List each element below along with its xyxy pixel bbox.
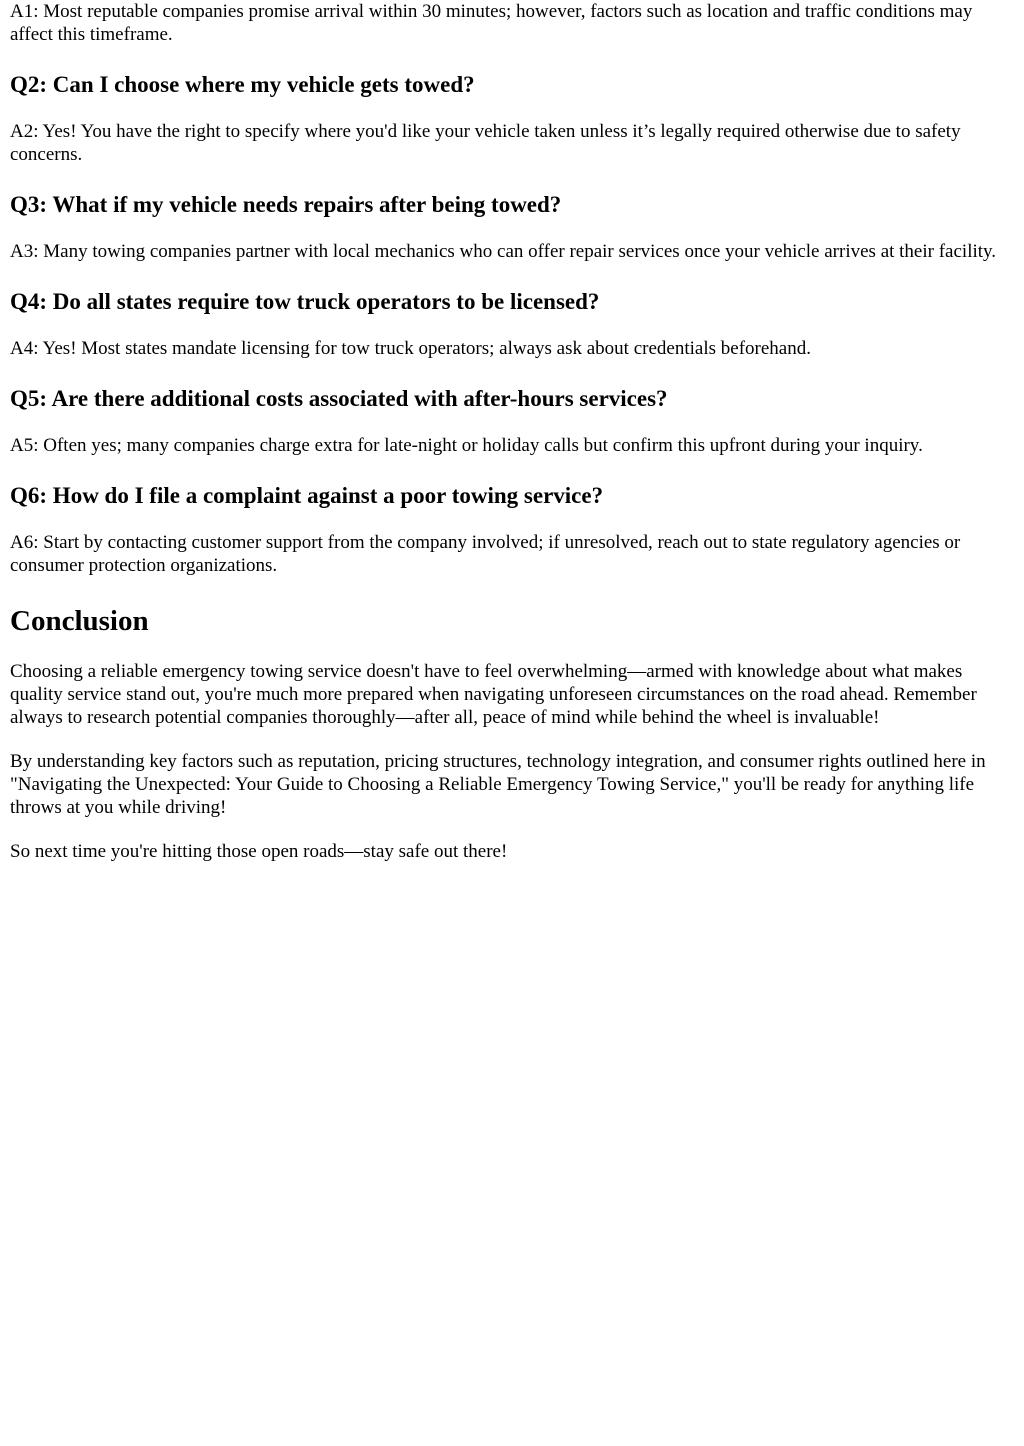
faq-answer-2: A2: Yes! You have the right to specify where you'd like your vehicle taken unless it’s legally required otherwise due to safety concerns. (10, 121, 961, 165)
faq-answer-3: A3: Many towing companies partner with local mechanics who can offer repair services once your vehicle arrives at their facility. (10, 241, 997, 262)
faq-question-3: Q3: What if my vehicle needs repairs after being towed? (10, 192, 562, 217)
faq-answer-5: A5: Often yes; many companies charge extra for late-night or holiday calls but confirm this upfront during your inquiry. (10, 435, 923, 456)
faq-question-4: Q4: Do all states require tow truck operators to be licensed? (10, 289, 600, 314)
faq-answer-6: A6: Start by contacting customer support from the company involved; if unresolved, reach out to state regulatory agencies or consumer protection organizations. (10, 532, 961, 576)
conclusion-paragraph-1: Choosing a reliable emergency towing service doesn't have to feel overwhelming—armed with knowledge about what makes quality service stand out, you're much more prepared when navigating unforeseen circumstances on the road ahead. Remember always to research potential companies thoroughly—after all, peace of mind while behind the wheel is invaluable! (10, 661, 977, 728)
conclusion-paragraph-2: By understanding key factors such as reputation, pricing structures, technology integration, and consumer rights outlined here in "Navigating the Unexpected: Your Guide to Choosing a Reliable Emergency Towing Service," you'll be ready for anything life throws at you while driving! (10, 751, 986, 818)
faq-answer-1: A1: Most reputable companies promise arrival within 30 minutes; however, factors such as location and traffic conditions may affect this timeframe. (10, 1, 973, 45)
faq-question-5: Q5: Are there additional costs associated with after-hours services? (10, 386, 668, 411)
faq-question-2: Q2: Can I choose where my vehicle gets towed? (10, 72, 475, 97)
faq-question-6: Q6: How do I file a complaint against a poor towing service? (10, 483, 604, 508)
conclusion-paragraph-3: So next time you're hitting those open roads—stay safe out there! (10, 841, 508, 862)
conclusion-heading: Conclusion (10, 605, 149, 637)
faq-answer-4: A4: Yes! Most states mandate licensing for tow truck operators; always ask about credentials beforehand. (10, 338, 811, 359)
